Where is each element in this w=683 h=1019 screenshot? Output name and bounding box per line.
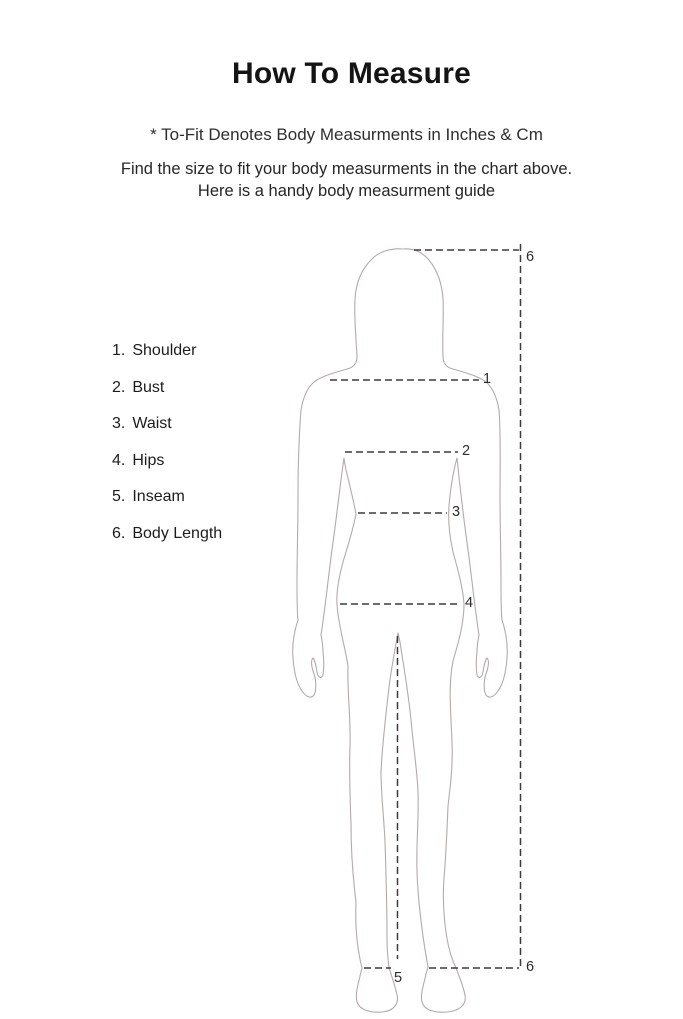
legend-label: Inseam [132, 488, 185, 505]
marker-hips: 4 [465, 595, 474, 611]
guide-line-2: Here is a handy body measurment guide [197, 182, 496, 200]
legend-num: 5. [112, 488, 126, 505]
legend-num: 4. [112, 451, 126, 469]
legend-num: 6. [112, 524, 126, 542]
guide-line-1: Find the size to fit your body measurments in the chart above. [120, 160, 573, 178]
legend-num: 2. [112, 378, 126, 396]
legend-label: Body Length [132, 524, 223, 542]
marker-bust: 2 [462, 443, 471, 459]
body-outline-group [293, 249, 508, 1012]
marker-inseam: 5 [394, 970, 403, 986]
marker-body-length-top: 6 [526, 249, 535, 265]
legend-num: 1. [112, 342, 126, 359]
legend-label: Hips [132, 451, 165, 469]
body-outline [293, 249, 508, 1012]
legend-label: Bust [132, 378, 165, 396]
marker-waist: 3 [452, 504, 461, 520]
measurement-lines-group [330, 244, 521, 968]
legend-num: 3. [112, 415, 126, 432]
marker-shoulder: 1 [483, 371, 492, 387]
marker-body-length-bottom: 6 [526, 959, 535, 975]
legend-label: Waist [132, 415, 172, 432]
legend-label: Shoulder [132, 342, 197, 359]
page-title: How To Measure [232, 57, 471, 90]
to-fit-note: * To-Fit Denotes Body Measurments in Inches & Cm [150, 125, 543, 144]
